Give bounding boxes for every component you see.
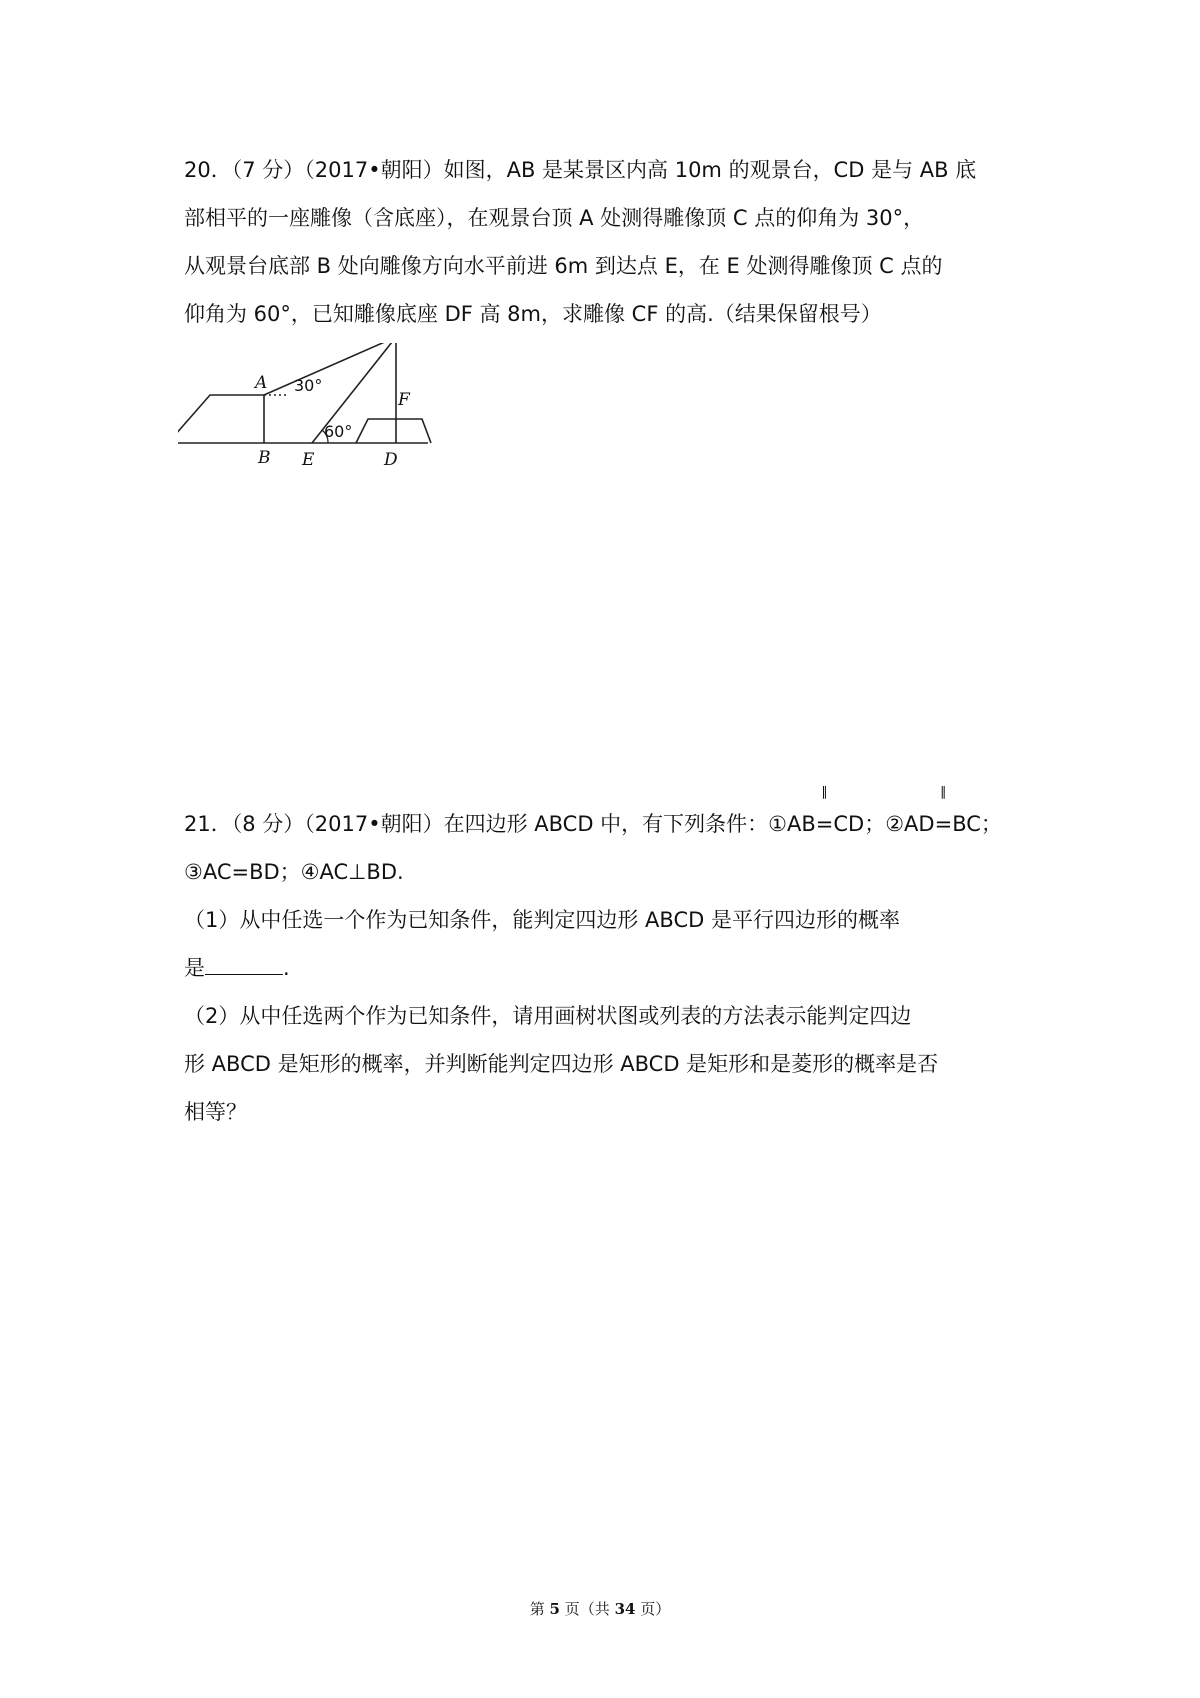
- question-21-part-1-line-1: （1）从中任选一个作为已知条件，能判定四边形 ABCD 是平行四边形的概率: [184, 908, 900, 932]
- question-21-line-2: ③AC=BD；④AC⊥BD.: [184, 860, 404, 884]
- parallel-equal-symbol-2: [934, 785, 953, 848]
- label-e: E: [302, 450, 315, 470]
- label-a: A: [255, 373, 268, 393]
- footer-total-pages: 34: [614, 1600, 636, 1618]
- question-21-line-1-prefix: 21．（8 分）（2017•朝阳）在四边形 ABCD 中，有下列条件：①AB: [184, 812, 816, 836]
- footer-middle: 页（共: [564, 1600, 610, 1618]
- equal-mark-2: =: [934, 812, 953, 836]
- page-footer: [0, 1598, 1200, 1619]
- question-21-part-2-line-3: 相等？: [184, 1100, 247, 1124]
- question-20-line-1: 20．（7 分）（2017•朝阳）如图，AB 是某景区内高 10m 的观景台，CD 是与 AB 底: [184, 158, 977, 182]
- parallel-equal-symbol: [815, 785, 834, 848]
- question-20-line-3: 从观景台底部 B 处向雕像方向水平前进 6m 到达点 E，在 E 处测得雕像顶 C 点的: [184, 254, 943, 278]
- answer-blank[interactable]: [205, 954, 283, 975]
- segment-ac: [264, 343, 396, 395]
- answer-suffix: .: [283, 956, 290, 980]
- question-21-line-1: [184, 785, 1040, 848]
- platform-outline: [178, 395, 264, 443]
- question-20-line-4: 仰角为 60°，已知雕像底座 DF 高 8m，求雕像 CF 的高.（结果保留根号）: [184, 302, 882, 326]
- question-21-part-2-line-2: 形 ABCD 是矩形的概率，并判断能判定四边形 ABCD 是矩形和是菱形的概率是否: [184, 1052, 939, 1076]
- answer-prefix: 是: [184, 956, 205, 980]
- footer-suffix: 页）: [640, 1600, 671, 1618]
- question-20-line-2: 部相平的一座雕像（含底座），在观景台顶 A 处测得雕像顶 C 点的仰角为 30°，: [184, 206, 925, 230]
- footer-page-number: 5: [549, 1600, 560, 1618]
- question-21-part-1-line-2: [184, 944, 1040, 992]
- question-21-line-1-mid: CD；②AD: [833, 812, 935, 836]
- question-21-line-1-suffix: BC；: [952, 812, 1002, 836]
- question-20-figure: [178, 343, 478, 513]
- label-f: F: [398, 390, 410, 410]
- question-21-part-2-line-1: （2）从中任选两个作为已知条件，请用画树状图或列表的方法表示能判定四边: [184, 1004, 912, 1028]
- parallel-mark-2: ∥: [940, 785, 947, 800]
- footer-prefix: 第: [529, 1600, 545, 1618]
- question-21: [184, 785, 1040, 1136]
- label-d: D: [384, 450, 398, 470]
- label-b: B: [258, 448, 271, 468]
- angle-label-a: 30°: [294, 376, 323, 395]
- angle-label-e: 60°: [324, 422, 353, 441]
- parallel-mark: ∥: [821, 785, 828, 800]
- equal-mark: =: [815, 812, 834, 836]
- pedestal-outline: [356, 419, 431, 443]
- question-20: [184, 146, 1040, 338]
